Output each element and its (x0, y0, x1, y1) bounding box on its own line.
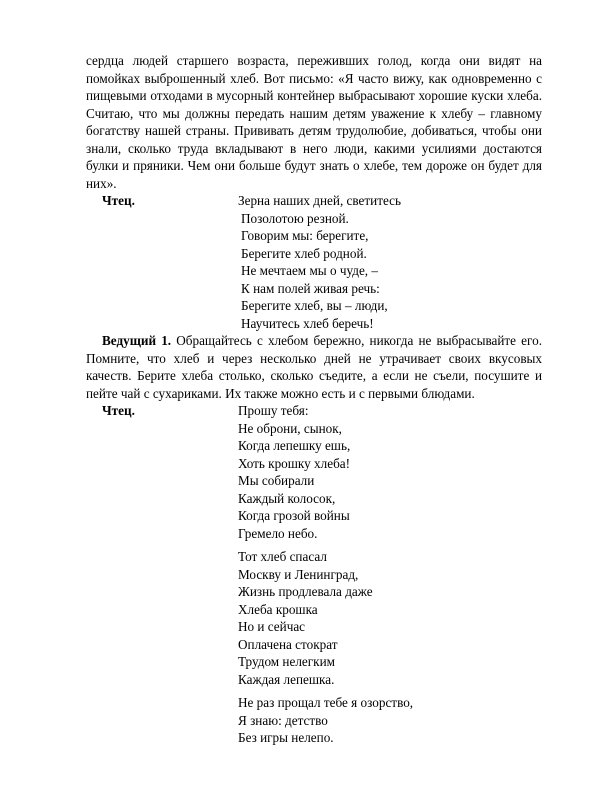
poem-line: Прошу тебя: (238, 403, 309, 418)
poem-line: Жизнь продлевала даже (238, 584, 373, 599)
poem-line: Каждый колосок, (238, 490, 336, 506)
host-label: Ведущий 1. (102, 333, 172, 348)
poem-line: Говорим мы: берегите, (241, 228, 369, 243)
poem-line: Хлеба крошка (238, 601, 318, 617)
poem-lines-2 (238, 402, 542, 747)
intro-paragraph: сердца людей старшего возраста, переживших голод, когда они видят на помойках выброшенный хлеб. Вот письмо: «Я часто вижу, как одновременно с пищевыми отходами в мусорный контейнер выбрасывают хорошие куски хлеба. Считаю, что мы должны передать нашим детям уважение к хлебу – главному богатству нашей страны. Прививать детям трудолюбие, добиваться, чтобы они знали, сколько труда вкладывают в него люди, какими усилиями достаются булки и пряники. Чем они больше будут знать о хлебе, тем дороже он будет для них». (86, 53, 542, 191)
poem-line: К нам полей живая речь: (241, 280, 380, 296)
host-text: Обращайтесь с хлебом бережно, никогда не выбрасывайте его. Помните, что хлеб и через несколько дней не утрачивает своих вкусовых качеств. Берите хлеба столько, сколько съедите, а если не съели, посушите и пейте чай с сухариками. Их также можно есть и с первыми блюдами. (86, 333, 542, 401)
reader-label: Чтец. (102, 403, 135, 418)
poem-line: Зерна наших дней, светитесь (238, 193, 402, 208)
poem-line: Гремело небо. (238, 525, 318, 541)
host-paragraph (86, 332, 542, 402)
poem-line: Каждая лепешка. (238, 671, 335, 687)
poem-lines-1 (238, 192, 542, 332)
poem-line: Без игры нелепо. (238, 730, 334, 745)
reader-label: Чтец. (102, 193, 135, 208)
document-page (86, 52, 542, 747)
reader-block-2 (86, 402, 542, 747)
poem-line: Когда лепешку ешь, (238, 438, 351, 453)
poem-line: Оплачена стократ (238, 636, 338, 652)
poem-line: Научитесь хлеб беречь! (241, 315, 374, 331)
reader-block-1 (86, 192, 542, 332)
poem-line: Тот хлеб спасал (238, 549, 327, 564)
poem-line: Хоть крошку хлеба! (238, 455, 351, 471)
poem-line: Москву и Ленинград, (238, 566, 359, 582)
poem-line: Не раз прощал тебе я озорство, (238, 695, 414, 710)
poem-line: Не оброни, сынок, (238, 420, 342, 436)
poem-line: Трудом нелегким (238, 654, 335, 669)
poem-line: Берегите хлеб, вы – люди, (241, 298, 388, 313)
poem-line: Берегите хлеб родной. (241, 245, 367, 261)
poem-line: Позолотою резной. (241, 210, 349, 226)
poem-line: Мы собирали (238, 473, 315, 488)
poem-line: Я знаю: детство (238, 712, 328, 728)
poem-line: Не мечтаем мы о чуде, – (241, 263, 378, 278)
poem-line: Когда грозой войны (238, 508, 350, 523)
poem-line: Но и сейчас (238, 619, 306, 634)
